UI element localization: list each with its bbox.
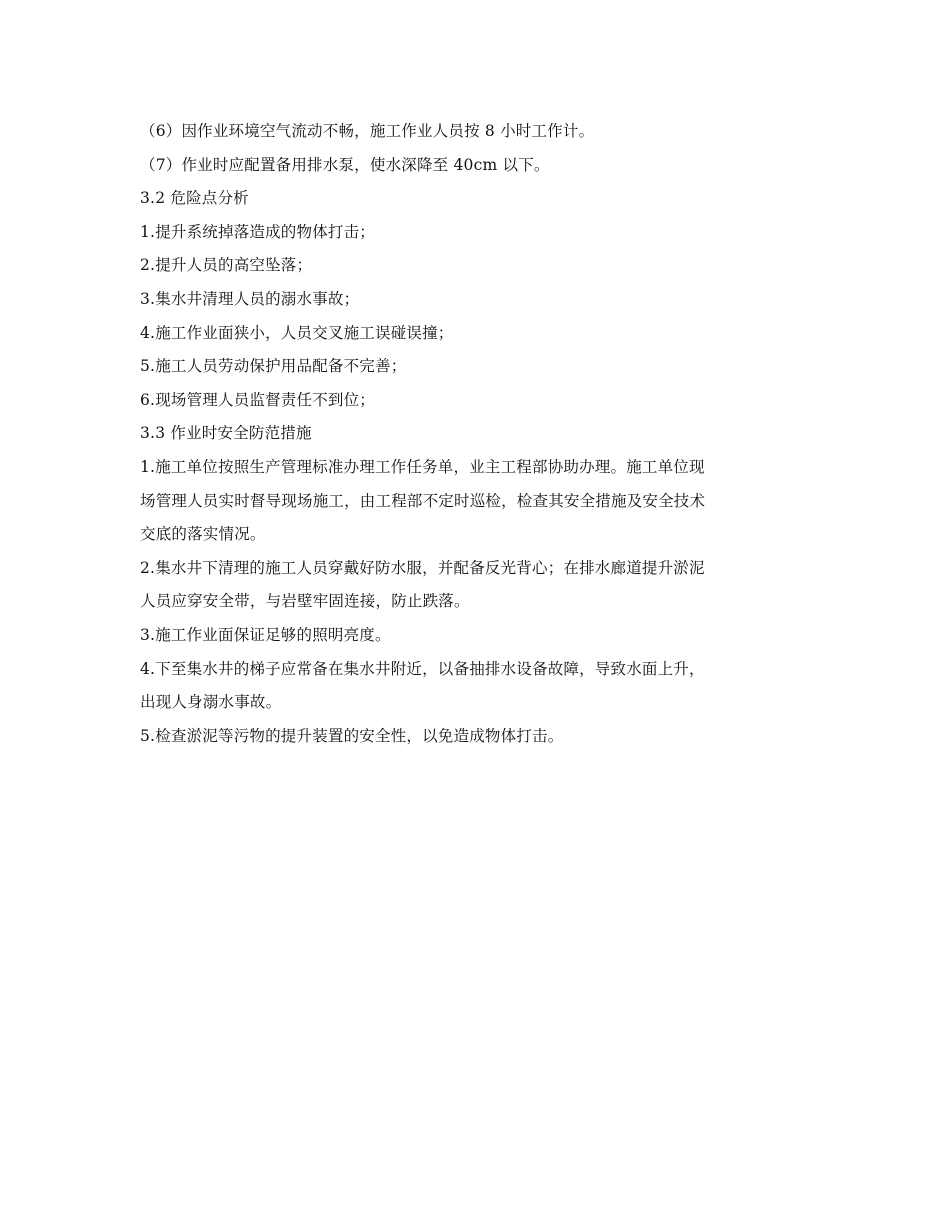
document-body (140, 115, 820, 753)
text-line: （7）作业时应配置备用排水泵，使水深降至 40cm 以下。 (140, 155, 550, 174)
list-item: 6.现场管理人员监督责任不到位； (140, 390, 375, 409)
list-item: 5.检查淤泥等污物的提升装置的安全性，以免造成物体打击。 (140, 726, 564, 745)
text-line: 出现人身溺水事故。 (140, 693, 282, 712)
section-heading: 3.2 危险点分析 (140, 189, 249, 208)
list-item: 1.提升系统掉落造成的物体打击； (140, 222, 375, 241)
list-item: 4.施工作业面狭小，人员交叉施工误碰误撞； (140, 323, 454, 342)
section-heading: 3.3 作业时安全防范措施 (140, 424, 312, 443)
list-item: 3.集水井清理人员的溺水事故； (140, 289, 360, 308)
list-item: 5.施工人员劳动保护用品配备不完善； (140, 357, 407, 376)
list-item: 3.施工作业面保证足够的照明亮度。 (140, 625, 391, 644)
list-item: 2.集水井下清理的施工人员穿戴好防水服，并配备反光背心；在排水廊道提升淤泥 (140, 558, 705, 577)
list-item: 2.提升人员的高空坠落； (140, 256, 313, 275)
list-item: 1.施工单位按照生产管理标准办理工作任务单，业主工程部协助办理。施工单位现 (140, 457, 705, 476)
text-line: 场管理人员实时督导现场施工，由工程部不定时巡检，检查其安全措施及安全技术 (140, 491, 706, 510)
text-line: （6）因作业环境空气流动不畅，施工作业人员按 8 小时工作计。 (140, 122, 595, 140)
list-item: 4.下至集水井的梯子应常备在集水井附近，以备抽排水设备故障，导致水面上升， (140, 659, 705, 678)
text-line: 交底的落实情况。 (140, 525, 266, 544)
text-line: 人员应穿安全带，与岩壁牢固连接，防止跌落。 (140, 592, 470, 611)
